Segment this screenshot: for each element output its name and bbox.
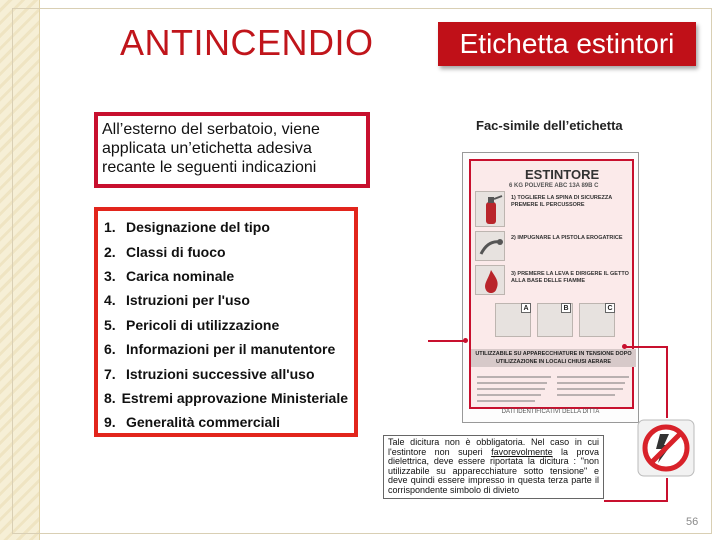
list-item-number: 2. (104, 243, 116, 260)
list-item (104, 337, 348, 361)
list-item (104, 264, 348, 288)
list-item-number: 7. (104, 365, 116, 382)
list-item-label: Pericoli di utilizzazione (126, 316, 280, 333)
connector-line-down (666, 346, 668, 418)
slide-title: ANTINCENDIO (120, 22, 374, 63)
list-item-number: 6. (104, 341, 116, 358)
no-water-on-electric-icon (636, 418, 696, 478)
label-step-1: 1) TOGLIERE LA SPINA DI SICUREZZA PREMERE IL PERCUSSORE (511, 195, 613, 208)
list-item (104, 288, 348, 312)
extinguisher-label-facsimile (462, 152, 639, 423)
connector-dot-left (463, 338, 468, 343)
class-a-label: A (521, 303, 531, 313)
connector-line-note-up (666, 478, 668, 502)
list-item-number: 4. (104, 292, 116, 309)
list-item-label: Estremi approvazione Ministeriale (121, 389, 348, 406)
list-item-label: Istruzioni per l'uso (126, 292, 250, 309)
extinguisher-pin-icon (475, 191, 505, 227)
intro-text-box (94, 112, 370, 188)
list-item (104, 410, 348, 434)
facsimile-title: Fac-simile dell’etichetta (476, 118, 623, 133)
class-b-label: B (561, 303, 571, 313)
intro-text: All’esterno del serbatoio, viene applicata un’etichetta adesiva recante le seguenti indicazioni (102, 121, 320, 176)
connector-line-left (428, 340, 465, 342)
note-text-pre: Tale dicitura non è obbligatoria. Nel caso in cui l'estintore non superi (388, 437, 599, 457)
list-item-number: 3. (104, 267, 116, 284)
label-subheading: 6 KG POLVERE ABC 13A 89B C (509, 183, 599, 189)
list-item-label: Carica nominale (126, 267, 235, 284)
connector-line-note (604, 500, 666, 502)
indications-list (104, 215, 348, 435)
list-item-label: Classi di fuoco (126, 243, 226, 260)
label-fine-print (475, 373, 633, 411)
list-item-number: 1. (104, 219, 116, 236)
section-badge: Etichetta estintori (438, 22, 696, 66)
label-step-2: 2) IMPUGNARE LA PISTOLA EROGATRICE (511, 235, 623, 241)
list-item-label: Informazioni per il manutentore (126, 341, 336, 358)
list-item-label: Generalità commerciali (126, 414, 281, 431)
note-box (383, 435, 604, 499)
list-item (104, 313, 348, 337)
page-number: 56 (686, 516, 699, 528)
flame-icon (475, 265, 505, 295)
connector-line-right (625, 346, 667, 348)
list-item-label: Designazione del tipo (126, 219, 270, 236)
list-item (104, 386, 348, 410)
note-text-underlined: favorevolmente (491, 446, 553, 457)
label-heading: ESTINTORE (525, 167, 600, 182)
list-item-number: 5. (104, 316, 116, 333)
nozzle-icon (475, 231, 505, 261)
note-text-post: la prova dielettrica, deve essere riportata la dicitura : "non utilizzabile su apparecchiature sotto tensione" e deve quindi essere impresso in questa terza parte il corrispondente simbolo di divieto (388, 446, 599, 495)
list-item (104, 239, 348, 263)
class-c-label: C (605, 303, 615, 313)
label-body (469, 159, 634, 409)
label-warning-strip: UTILIZZABILE SU APPARECCHIATURE IN TENSIONE DOPO UTILIZZAZIONE IN LOCALI CHIUSI AERARE (471, 349, 636, 367)
list-item (104, 215, 348, 239)
list-item (104, 361, 348, 385)
label-step-3: 3) PREMERE LA LEVA E DIRIGERE IL GETTO ALLA BASE DELLE FIAMME (511, 271, 629, 284)
indications-list-box (94, 207, 358, 437)
list-item-number: 9. (104, 414, 116, 431)
connector-dot-right (622, 344, 627, 349)
list-item-label: Istruzioni successive all'uso (126, 365, 315, 382)
label-footer: DATI IDENTIFICATIVI DELLA DITTA (501, 409, 600, 415)
list-item-number: 8. (104, 389, 116, 406)
